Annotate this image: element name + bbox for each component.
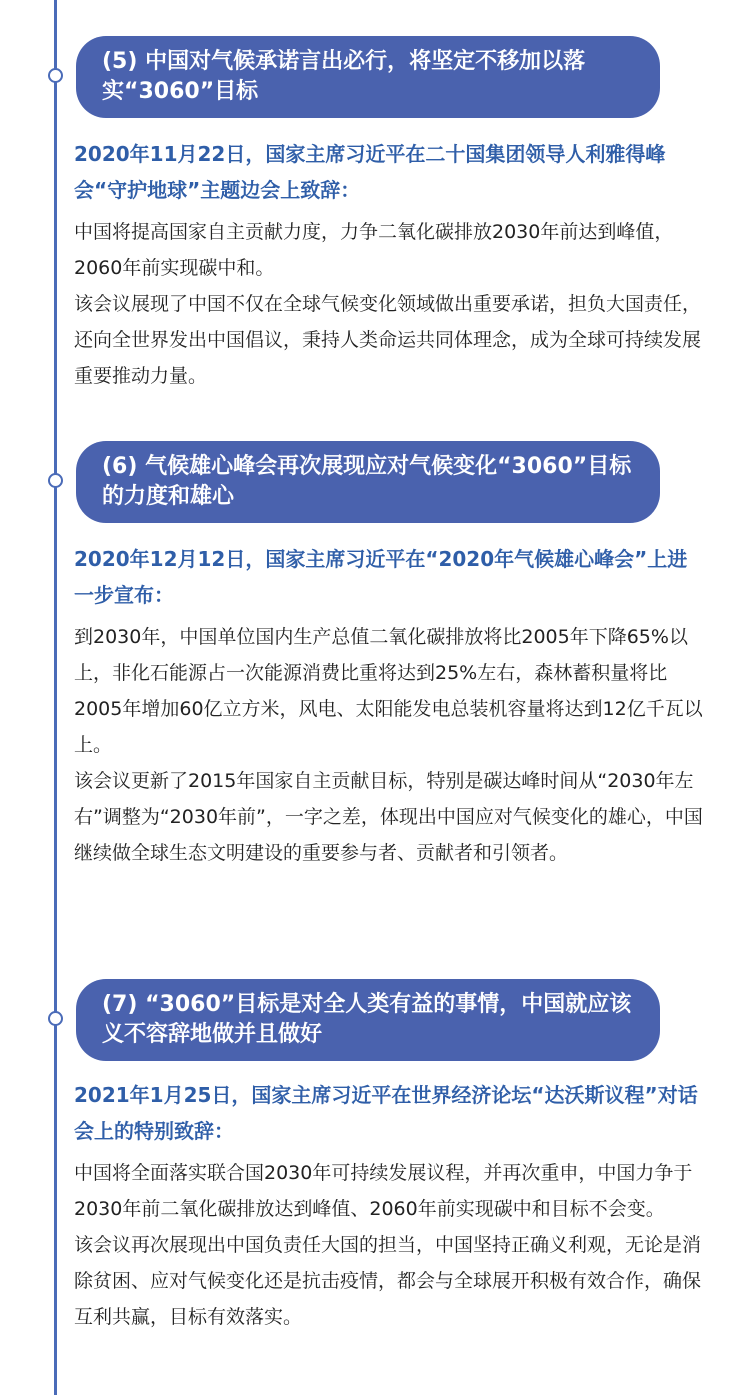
section-body bbox=[74, 1077, 706, 1335]
timeline-dot bbox=[48, 1011, 63, 1026]
timeline-dot bbox=[48, 68, 63, 83]
section-heading: (6) 气候雄心峰会再次展现应对气候变化“3060”目标的力度和雄心 bbox=[76, 441, 660, 523]
section-paragraph: 该会议展现了中国不仅在全球气候变化领域做出重要承诺，担负大国责任，还向全世界发出中国倡议，秉持人类命运共同体理念，成为全球可持续发展重要推动力量。 bbox=[74, 293, 702, 387]
section-paragraph: 中国将全面落实联合国2030年可持续发展议程，并再次重申，中国力争于2030年前二氧化碳排放达到峰值、2060年前实现碳中和目标不会变。 bbox=[74, 1162, 693, 1220]
timeline-dot bbox=[48, 473, 63, 488]
section-heading: (5) 中国对气候承诺言出必行，将坚定不移加以落实“3060”目标 bbox=[76, 36, 660, 118]
section-paragraph: 该会议更新了2015年国家自主贡献目标，特别是碳达峰时间从“2030年左右”调整为“2030年前”，一字之差，体现出中国应对气候变化的雄心，中国继续做全球生态文明建设的重要参与者、贡献者和引领者。 bbox=[74, 770, 703, 864]
section-body bbox=[74, 541, 706, 871]
timeline-line bbox=[54, 0, 57, 1395]
section-paragraph: 到2030年，中国单位国内生产总值二氧化碳排放将比2005年下降65%以上，非化石能源占一次能源消费比重将达到25%左右，森林蓄积量将比2005年增加60亿立方米，风电、太阳能发电总装机容量将达到12亿千瓦以上。 bbox=[74, 626, 703, 756]
section-lead: 2020年12月12日，国家主席习近平在“2020年气候雄心峰会”上进一步宣布： bbox=[74, 547, 688, 607]
section-body bbox=[74, 136, 706, 394]
section-lead: 2021年1月25日，国家主席习近平在世界经济论坛“达沃斯议程”对话会上的特别致辞： bbox=[74, 1083, 698, 1143]
section-paragraph: 该会议再次展现出中国负责任大国的担当，中国坚持正确义利观，无论是消除贫困、应对气候变化还是抗击疫情，都会与全球展开积极有效合作，确保互利共赢，目标有效落实。 bbox=[74, 1234, 702, 1328]
section-heading: (7) “3060”目标是对全人类有益的事情，中国就应该义不容辞地做并且做好 bbox=[76, 979, 660, 1061]
section-lead: 2020年11月22日，国家主席习近平在二十国集团领导人利雅得峰会“守护地球”主题边会上致辞： bbox=[74, 142, 666, 202]
section-paragraph: 中国将提高国家自主贡献力度，力争二氧化碳排放2030年前达到峰值，2060年前实现碳中和。 bbox=[74, 221, 674, 279]
